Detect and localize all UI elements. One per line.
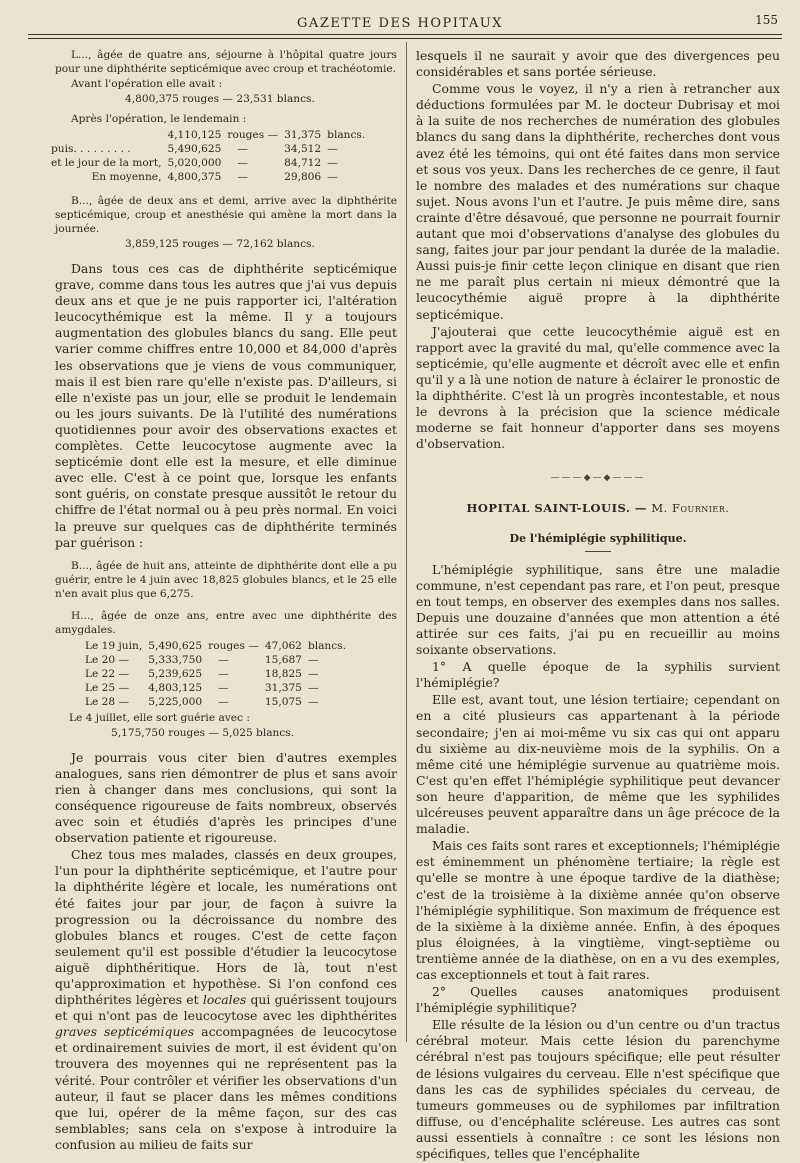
red-unit: — <box>218 653 229 666</box>
question-heading: 2° Quelles causes anatomiques produisent l'hémiplégie syphilitique? <box>416 984 780 1016</box>
white-unit: — <box>307 653 319 666</box>
table-row <box>51 170 371 184</box>
red-count: 5,490,625 <box>167 143 222 155</box>
subtitle-rule <box>585 551 611 552</box>
text-run: qui guérissent toujours et qui n'ont pas de leucocytose avec les diphthérites <box>55 992 397 1024</box>
table-row <box>85 639 352 653</box>
case-paragraph: B..., âgée de huit ans, atteinte de diphthérite dont elle a pu guérir, entre le 4 juin avec 18,825 globules blancs, et le 25 elle n'en avait plus que 6,275. <box>55 559 397 600</box>
italic-term: graves septicémiques <box>55 1024 195 1040</box>
column-divider <box>406 42 407 1042</box>
row-label: puis. . . . . . . . . <box>51 143 131 155</box>
red-unit: — <box>237 171 248 183</box>
red-unit: — <box>218 695 229 708</box>
red-unit: rouges — <box>227 129 279 141</box>
white-count: 15,075 <box>264 695 302 708</box>
white-unit: — <box>327 171 338 183</box>
body-paragraph: L'hémiplégie syphilitique, sans être une maladie commune, n'est cependant pas rare, et l'on peut, presque en tout temps, en observer des exemples dans nos salles. Depuis une douzaine d'années que mon attention a été attirée sur ces faits, j'ai pu en recueillir au moins soixante observations. <box>416 561 780 658</box>
row-date: Le 20 — <box>85 653 130 666</box>
white-count: 18,825 <box>264 667 302 680</box>
red-unit: — <box>218 681 229 694</box>
white-unit: blancs. <box>327 129 366 141</box>
case-paragraph: B..., âgée de deux ans et demi, arrive avec la diphthérite septicémique, croup et anesthésie qui amène la mort dans la journée. <box>55 195 397 235</box>
white-unit: blancs. <box>307 639 346 652</box>
row-label <box>51 128 167 142</box>
blood-count: 5,175,750 rouges — 5,025 blancs. <box>111 726 295 739</box>
header-rule-thin <box>28 38 782 39</box>
left-column <box>51 48 398 1154</box>
text-run: Chez tous mes malades, classés en deux groupes, l'un pour la diphthérite septicémique, et l'autre pour la diphthérite légère et locale, les numérations ont été faites jour par jour, de façon à suivre la progression ou la décroissance du nombre des globules blancs et rouges. C'est de cette façon seulement qu'il est possible d'étudier la leucocytose aiguë diphthéritique. Hors de là, tout n'est qu'approximation et hypothèse. Si l'on confond ces diphthérites légères et <box>55 847 397 1008</box>
red-count: 5,239,625 <box>148 667 203 680</box>
body-paragraph: Je pourrais vous citer bien d'autres exemples analogues, sans rien démontrer de plus et sans avoir rien à changer dans mes conclusions, qui sont la conséquence rigoureuse de faits nombreux, observés avec soin et étudiés d'après les principes d'une observation patiente et rigoureuse. <box>55 749 397 846</box>
red-count: 4,803,125 <box>148 681 203 694</box>
red-unit: — <box>218 667 229 680</box>
row-date: Le 25 — <box>85 681 130 694</box>
red-count: 5,020,000 <box>167 157 222 169</box>
white-count: 47,062 <box>264 639 302 652</box>
red-count: 5,490,625 <box>148 639 203 652</box>
italic-term: locales <box>202 992 247 1008</box>
table-row <box>51 156 371 170</box>
page-number: 155 <box>755 13 778 27</box>
table-row <box>85 681 352 695</box>
table-row <box>51 128 371 142</box>
body-paragraph: Dans tous ces cas de diphthérite septicémique grave, comme dans tous les autres que j'ai vus depuis deux ans et que je ne puis rapporter ici, l'altération leucocythémique est la même. Il y a toujours augmentation des globules blancs du sang. Elle peut varier comme chiffres entre 10,000 et 84,000 d'après les observations que je viens de vous communiquer, mais il est bien rare qu'elle n'existe pas. D'ailleurs, si elle n'existe pas un jour, elle se produit le lendemain ou les jours suivants. De là l'utilité des numérations quotidiennes pour avoir des observations exactes et complètes. Cette leucocytose augmente avec la septicémie dont elle est la mesure, et elle diminue avec elle. C'est à ce point que, lorsque les enfants sont guéris, on constate presque aussitôt le retour du chiffre de l'état normal ou à peu près normal. En voici la preuve sur quelques cas de diphthérite terminés par guérison : <box>55 261 397 550</box>
white-unit: — <box>307 695 319 708</box>
white-unit: — <box>327 143 338 155</box>
white-unit: — <box>307 681 319 694</box>
table-row <box>85 695 352 709</box>
body-paragraph: J'ajouterai que cette leucocythémie aiguë est en rapport avec la gravité du mal, qu'elle commence avec la septicémie, qu'elle augmente et décroît avec elle et enfin qu'il y a là une notion de nature à éclairer le pronostic de la diphthérite. C'est là un progrès incontestable, et nous le devrons à la précision que la science médicale moderne se fait honneur d'apporter dans ses moyens d'observation. <box>416 323 780 452</box>
case-paragraph: H..., âgée de onze ans, entre avec une diphthérite des amygdales. <box>55 609 397 636</box>
row-date: Le 22 — <box>85 667 130 680</box>
red-unit: — <box>237 157 248 169</box>
white-count: 29,806 <box>284 171 322 183</box>
white-count: 84,712 <box>284 157 322 169</box>
case-paragraph: L..., âgée de quatre ans, séjourne à l'hôpital quatre jours pour une diphthérite septicémique avec croup et trachéotomie. <box>55 49 397 75</box>
section-title: HOPITAL SAINT-LOUIS. — <box>466 501 652 516</box>
row-label: et le jour de la mort, <box>51 157 162 169</box>
table-row <box>85 667 352 681</box>
body-paragraph: Elle résulte de la lésion ou d'un centre ou d'un tractus cérébral moteur. Mais cette lésion du parenchyme cérébral n'est pas toujours spécifique; elle peut résulter de lésions vulgaires du cerveau. Elle n'est spécifique que dans les cas de syphilides spéciales du cerveau, de tumeurs gommeuses ou de syphilomes par infiltration diffuse, ou d'encéphalite scléreuse. Les autres cas sont aussi essentiels à connaître : ce sont les lésions non spécifiques, telles que l'encéphalite <box>416 1017 780 1161</box>
row-label: En moyenne, <box>91 171 162 183</box>
red-count: 5,225,000 <box>148 695 203 708</box>
section-heading <box>416 500 780 516</box>
table-row <box>85 653 352 667</box>
case-text: Le 4 juillet, elle sort guérie avec : <box>69 711 250 724</box>
journal-title: GAZETTE DES HOPITAUX <box>297 16 503 31</box>
red-count: 4,110,125 <box>167 129 222 141</box>
section-subtitle: De l'hémiplégie syphilitique. <box>509 531 687 545</box>
red-count: 4,800,375 <box>167 171 222 183</box>
section-author: M. Fournier. <box>651 501 730 516</box>
white-unit: — <box>307 667 319 680</box>
case-text: Avant l'opération elle avait : <box>71 78 223 90</box>
white-count: 31,375 <box>264 681 302 694</box>
right-column <box>416 48 780 1163</box>
white-count: 34,512 <box>284 143 322 155</box>
white-count: 31,375 <box>284 129 322 141</box>
red-count: 5,333,750 <box>148 653 203 666</box>
white-count: 15,687 <box>264 653 302 666</box>
row-date: Le 19 juin, <box>85 639 143 652</box>
body-paragraph <box>55 847 397 1153</box>
case-text: Après l'opération, le lendemain : <box>71 113 247 125</box>
blood-count-table <box>85 639 352 709</box>
row-date: Le 28 — <box>85 695 130 708</box>
blood-count: 4,800,375 rouges — 23,531 blancs. <box>125 93 315 105</box>
red-unit: — <box>237 143 248 155</box>
body-paragraph: Elle est, avant tout, une lésion tertiaire; cependant on en a cité plusieurs cas appartenant à la période secondaire; j'en ai moi-même vu six cas qui ont apparu du sixième au dix-neuvième mois de la syphilis. On a même cité une hémiplégie survenue au quatrième mois. C'est qu'en effet l'hémiplégie syphilitique peut devancer son heure d'apparition, de même que les syphilides ulcéreuses peuvent apparaître dans un âge précoce de la maladie. <box>416 692 780 837</box>
text-run: accompagnées de leucocytose et ordinairement suivies de mort, il est évident qu'on trouvera des moyennes qui ne représentent pas la vérité. Pour contrôler et vérifier les observations d'un auteur, il faut se placer dans les mêmes conditions que lui, opérer de la même façon, sur des cas semblables; sans cela on s'expose à introduire la confusion au milieu de faits sur <box>55 1024 398 1152</box>
blood-count-table <box>51 128 371 184</box>
section-ornament: ———◆—◆——— <box>550 473 646 484</box>
body-paragraph: Mais ces faits sont rares et exceptionnels; l'hémiplégie est éminemment un phénomène tertiaire; la règle est qu'elle se montre à une époque tardive de la diathèse; c'est de la troisième à la dixième année qu'on observe l'hémiplégie syphilitique. Son maximum de fréquence est de la sixième à la dixième année. Enfin, à des époques plus éloignées, à la vingtième, vingt-septième ou trentième année de la diathèse, on en a vu des exemples, cas exceptionnels et tout à fait rares. <box>416 838 780 982</box>
table-row <box>51 142 371 156</box>
question-heading: 1° A quelle époque de la syphilis survient l'hémiplégie? <box>416 659 780 691</box>
white-unit: — <box>327 157 338 169</box>
header-rule <box>28 34 782 35</box>
red-unit: rouges — <box>208 639 259 652</box>
body-paragraph: lesquels il ne saurait y avoir que des divergences peu considérables et sans portée sérieuse. <box>416 48 780 80</box>
blood-count: 3,859,125 rouges — 72,162 blancs. <box>125 238 315 250</box>
body-paragraph: Comme vous le voyez, il n'y a rien à retrancher aux déductions formulées par M. le docteur Dubrisay et moi à la suite de nos recherches de numération des globules blancs du sang dans la diphthérite, recherches dont vous avez été les témoins, qui ont été faites dans mon service et sous vos yeux. Dans les recherches de ce genre, il faut le nombre des malades et des numérations sur chaque sujet. Nous avons l'un et l'autre. Je puis même dire, sans crainte d'être désavoué, que personne ne pourrait fournir autant que moi d'observations d'analyse des globules du sang, faites jour par jour pendant la durée de la maladie. Aussi puis-je finir cette leçon clinique en disant que rien ne me paraît plus certain ni mieux démontré que la leucocythémie aiguë propre à la diphthérite septicémique. <box>416 81 780 322</box>
